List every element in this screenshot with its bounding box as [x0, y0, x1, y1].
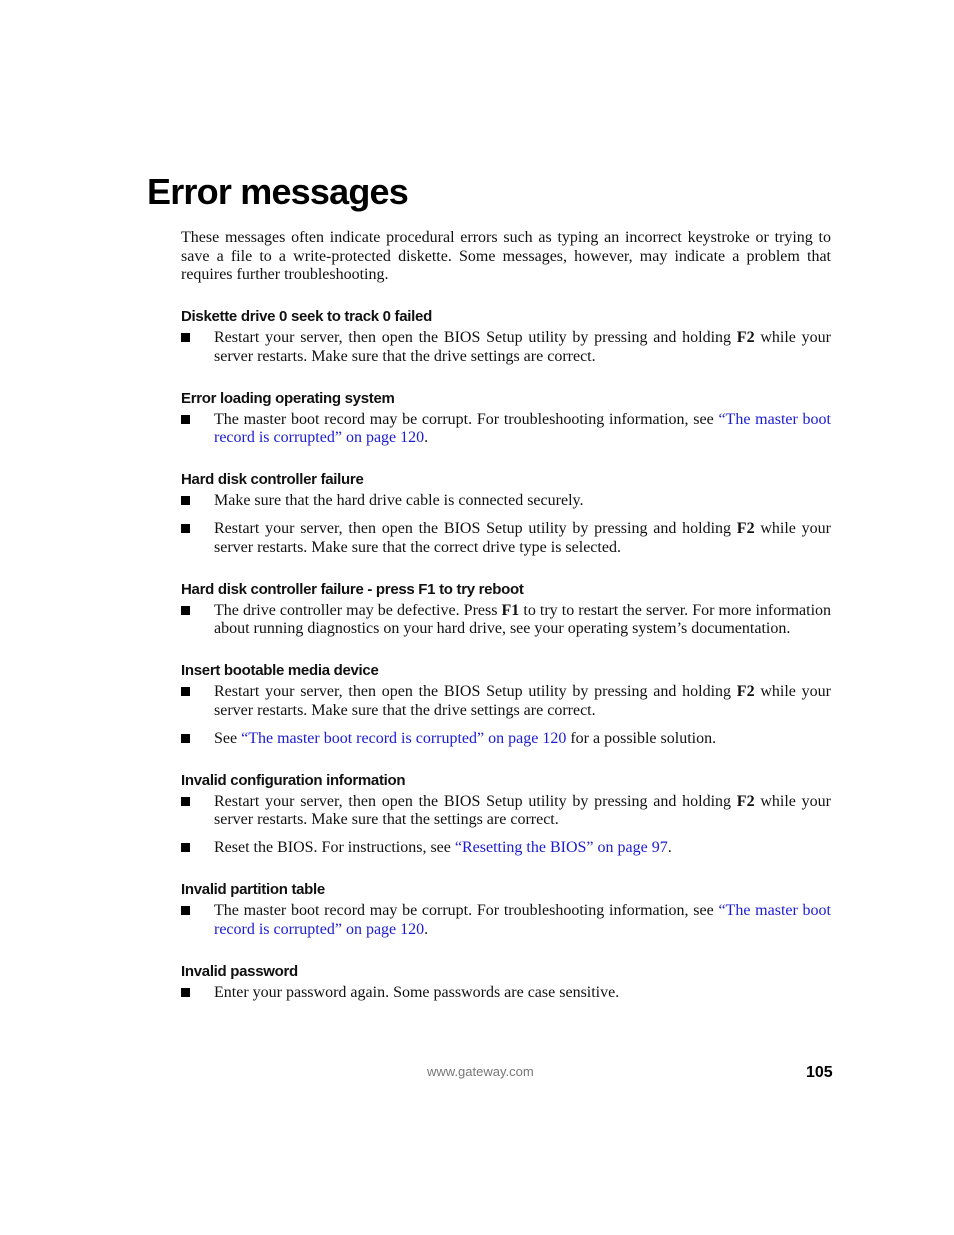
bullet-text: while your server restarts. Make sure that the correct drive type is selected.	[214, 520, 832, 556]
bullet-text: Restart your server, then open the BIOS Setup utility by pressing and holding	[214, 682, 737, 700]
bullet-list	[181, 492, 831, 558]
error-heading: Error loading operating system	[181, 389, 395, 407]
key-name: F1	[501, 601, 520, 619]
error-section	[181, 471, 831, 558]
error-section	[181, 308, 831, 366]
square-bullet-icon	[181, 843, 190, 852]
bullet-item	[181, 492, 831, 511]
bullet-text: .	[424, 920, 429, 938]
page-title: Error messages	[147, 171, 408, 212]
bullet-text: Reset the BIOS. For instructions, see	[214, 839, 455, 857]
error-heading: Invalid password	[181, 962, 298, 980]
bullet-list	[181, 793, 831, 859]
bullet-text: See	[214, 729, 242, 747]
bullet-list	[181, 902, 831, 939]
cross-reference-link[interactable]: “The master boot record is corrupted” on page 120	[214, 902, 832, 938]
bullet-item	[181, 793, 831, 830]
bullet-item	[181, 730, 831, 749]
square-bullet-icon	[181, 988, 190, 997]
error-section	[181, 581, 831, 639]
bullet-item	[181, 902, 831, 939]
intro-paragraph: These messages often indicate procedural errors such as typing an incorrect keystroke or trying to save a file to a write-protected diskette. Some messages, however, may indicate a problem that requires further troubleshooting.	[181, 229, 831, 284]
square-bullet-icon	[181, 524, 190, 533]
error-heading: Invalid configuration information	[181, 771, 406, 789]
error-section	[181, 390, 831, 448]
square-bullet-icon	[181, 734, 190, 743]
bullet-text: Restart your server, then open the BIOS Setup utility by pressing and holding	[214, 329, 737, 347]
bullet-text: to try to restart the server. For more information about running diagnostics on your hard drive, see your operating system’s documentation.	[214, 601, 832, 638]
bullet-list	[181, 984, 831, 1003]
bullet-text: .	[667, 839, 672, 857]
bullet-text: The master boot record may be corrupt. For troubleshooting information, see	[214, 902, 719, 920]
bullet-text: Restart your server, then open the BIOS Setup utility by pressing and holding	[214, 792, 737, 810]
key-name: F2	[736, 520, 755, 538]
error-heading: Invalid partition table	[181, 881, 325, 899]
bullet-text: for a possible solution.	[566, 729, 717, 747]
error-heading: Hard disk controller failure	[181, 470, 364, 488]
bullet-item	[181, 602, 831, 639]
bullet-item	[181, 984, 831, 1003]
square-bullet-icon	[181, 797, 190, 806]
square-bullet-icon	[181, 606, 190, 615]
bullet-text: .	[424, 429, 429, 447]
key-name: F2	[736, 329, 755, 347]
bullet-text: while your server restarts. Make sure that the drive settings are correct.	[214, 682, 832, 719]
bullet-text: Enter your password again. Some passwords are case sensitive.	[214, 983, 620, 1001]
footer-url: www.gateway.com	[427, 1064, 534, 1079]
bullet-text: Make sure that the hard drive cable is connected securely.	[214, 491, 584, 509]
bullet-text: The master boot record may be corrupt. For troubleshooting information, see	[214, 410, 719, 428]
bullet-item	[181, 411, 831, 448]
cross-reference-link[interactable]: “The master boot record is corrupted” on page 120	[241, 729, 567, 747]
square-bullet-icon	[181, 496, 190, 505]
square-bullet-icon	[181, 906, 190, 915]
error-heading: Hard disk controller failure - press F1 to try reboot	[181, 580, 524, 598]
error-section	[181, 772, 831, 859]
bullet-text: The drive controller may be defective. Press	[214, 601, 502, 619]
cross-reference-link[interactable]: “Resetting the BIOS” on page 97	[454, 839, 668, 857]
error-section	[181, 963, 831, 1003]
bullet-text: while your server restarts. Make sure that the settings are correct.	[214, 792, 832, 829]
error-heading: Insert bootable media device	[181, 661, 379, 679]
page-number: 105	[806, 1064, 833, 1081]
bullet-item	[181, 520, 831, 557]
bullet-item	[181, 329, 831, 366]
bullet-list	[181, 602, 831, 639]
error-heading: Diskette drive 0 seek to track 0 failed	[181, 308, 432, 326]
key-name: F2	[736, 682, 755, 700]
bullet-item	[181, 683, 831, 720]
square-bullet-icon	[181, 415, 190, 424]
square-bullet-icon	[181, 687, 190, 696]
error-section	[181, 662, 831, 749]
key-name: F2	[736, 792, 755, 810]
bullet-list	[181, 411, 831, 448]
bullet-text: Restart your server, then open the BIOS Setup utility by pressing and holding	[214, 520, 737, 538]
page-content	[181, 229, 831, 1002]
bullet-item	[181, 839, 831, 858]
bullet-text: while your server restarts. Make sure that the drive settings are correct.	[214, 329, 832, 365]
bullet-list	[181, 329, 831, 366]
error-section	[181, 881, 831, 939]
cross-reference-link[interactable]: “The master boot record is corrupted” on page 120	[214, 410, 832, 447]
bullet-list	[181, 683, 831, 749]
square-bullet-icon	[181, 333, 190, 342]
